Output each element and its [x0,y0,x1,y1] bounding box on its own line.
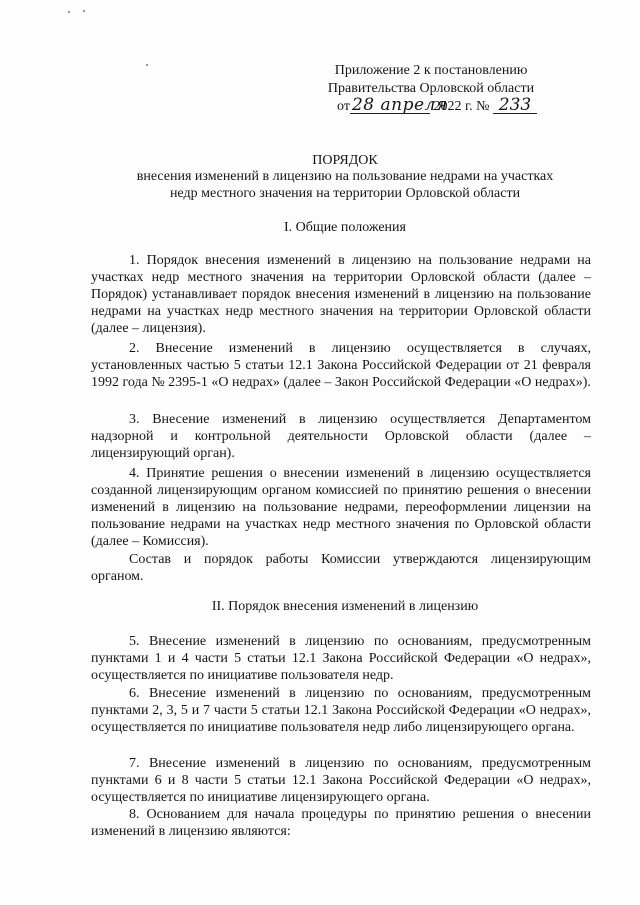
handwritten-number: 233 [493,97,537,114]
scan-speck [68,11,70,13]
document-subtitle-line1: внесения изменений в лицензию на пользование недрами на участках [136,169,554,184]
paragraph-2: 2. Внесение изменений в лицензию осуществляется в случаях, установленных частью 5 статьи 12.1 Закона Российской Федерации от 21 февраля 1992 года № 2395-1 «О недрах» (далее – Закон Российской Федерации «О недрах»). [91,341,591,390]
section-heading-2: II. Порядок внесения изменений в лицензию [211,599,479,614]
appendix-header [300,62,562,116]
decree-date-line [325,95,537,115]
paragraph-5: Состав и порядок работы Комиссии утверждаются лицензирующим органом. [91,552,591,584]
paragraph-7: 6. Внесение изменений в лицензию по основаниям, предусмотренным пунктами 2, 3, 5 и 7 части 5 статьи 12.1 Закона Российской Федерации «О недрах», осуществляется по инициативе пользователя недр либо лицензирующего органа. [91,686,591,735]
paragraph-4: 4. Принятие решения о внесении изменений в лицензию осуществляется созданной лицензирующим органом комиссией по принятию решения о внесении изменений в лицензию на пользование недрами, переоформлении лицензии на пользование недрами на участках недр местного значения по Орловской области (далее – Комиссия). [91,466,591,549]
date-prefix: от [337,99,350,114]
appendix-line: Приложение 2 к постановлению [334,63,528,78]
paragraph-8: 7. Внесение изменений в лицензию по основаниям, предусмотренным пунктами 6 и 8 части 5 статьи 12.1 Закона Российской Федерации «О недрах», осуществляется по инициативе лицензирующего органа. [91,756,591,805]
year-text: 2022 г. № [433,99,490,114]
document-title: ПОРЯДОК [312,153,378,168]
paragraph-9: 8. Основанием для начала процедуры по принятию решения о внесении изменений в лицензию являются: [91,807,591,839]
document-subtitle-line2: недр местного значения на территории Орловской области [169,186,521,201]
paragraph-1: 1. Порядок внесения изменений в лицензию на пользование недрами на участках недр местного значения на территории Орловской области (далее – Порядок) устанавливает порядок внесения изменений в лицензию на пользование недрами на участках недр местного значения на территории Орловской области (далее – лицензия). [91,253,591,336]
handwritten-date: 28 апреля [351,95,448,115]
scan-speck [83,10,85,12]
government-line: Правительства Орловской области [327,80,535,96]
paragraph-3: 3. Внесение изменений в лицензию осуществляется Департаментом надзорной и контрольной деятельности Орловской области (далее – лицензирующий орган). [91,412,591,461]
scan-speck [146,64,148,66]
paragraph-6: 5. Внесение изменений в лицензию по основаниям, предусмотренным пунктами 1 и 4 части 5 статьи 12.1 Закона Российской Федерации «О недрах», осуществляется по инициативе пользователя недр. [91,634,591,683]
section-heading-1: I. Общие положения [284,220,406,235]
